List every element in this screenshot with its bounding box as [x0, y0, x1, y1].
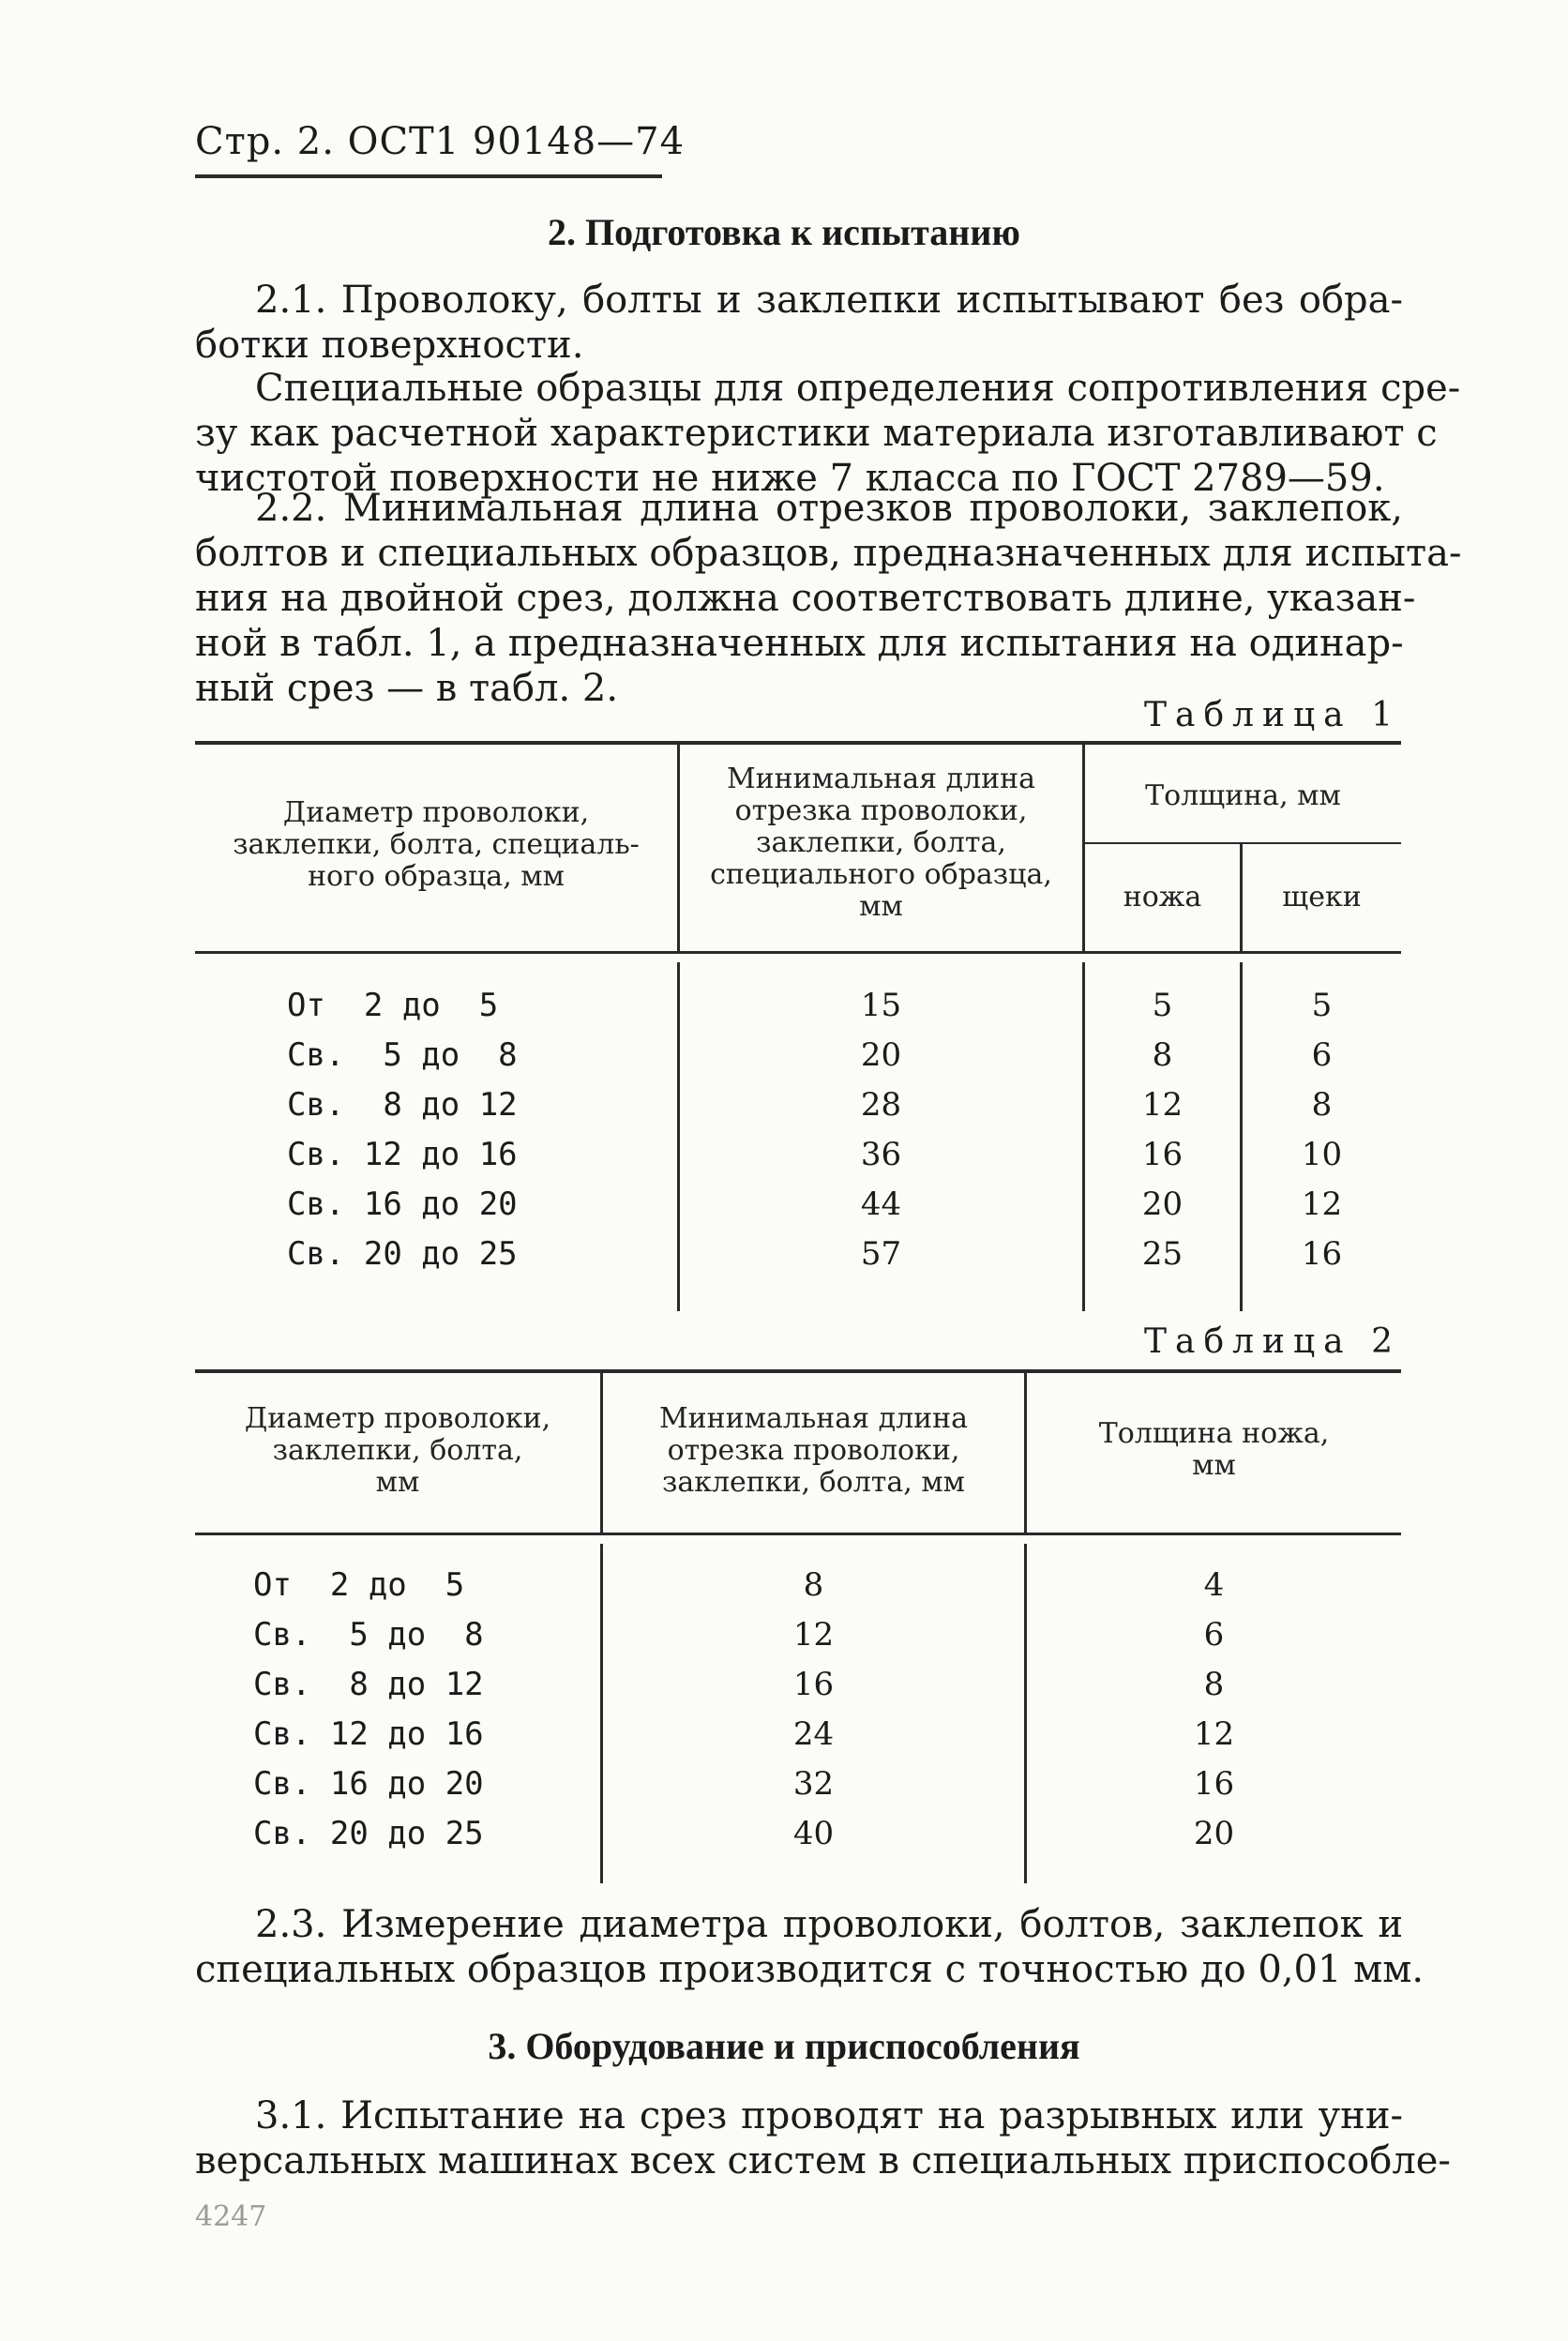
row-knife-thickness: 6 [1203, 1616, 1225, 1654]
row-knife-thickness: 4 [1203, 1566, 1225, 1604]
table-header-rule [195, 1533, 1401, 1535]
text-line: ботки поверхности. [195, 324, 584, 367]
section-3-heading: 3. Оборудование и приспособления [488, 2025, 1080, 2067]
text-line: чистотой поверхности не ниже 7 класса по ГОСТ 2789—59. [195, 457, 1385, 500]
row-diameter-range: Св. 5 до 8 [253, 1616, 484, 1654]
row-knife-thickness: 8 [1203, 1666, 1225, 1703]
row-diameter-range: Св. 12 до 16 [253, 1715, 484, 1753]
column-header-diameter [195, 797, 677, 893]
row-min-length: 24 [792, 1715, 835, 1753]
column-header-diameter [195, 1403, 600, 1499]
row-min-length: 40 [792, 1815, 835, 1852]
row-knife-thickness: 5 [1152, 987, 1173, 1024]
row-cheek-thickness: 12 [1301, 1186, 1343, 1223]
row-cheek-thickness: 16 [1301, 1235, 1343, 1273]
row-diameter-range: Св. 8 до 12 [253, 1666, 484, 1703]
row-min-length: 15 [860, 987, 902, 1024]
row-min-length: 32 [792, 1765, 835, 1803]
row-diameter-range: От 2 до 5 [253, 1566, 465, 1604]
header-line: Диаметр проволоки, [244, 1402, 551, 1435]
paragraph-3-1 [195, 2093, 1451, 2183]
row-cheek-thickness: 6 [1311, 1036, 1333, 1074]
row-diameter-range: Св. 16 до 20 [287, 1186, 518, 1223]
row-diameter-range: Св. 16 до 20 [253, 1765, 484, 1803]
text-line: специальных образцов производится с точностью до 0,01 мм. [195, 1948, 1425, 1991]
row-cheek-thickness: 10 [1301, 1136, 1343, 1173]
text-line: 2.3. Измерение диаметра проволоки, болтов, заклепок и [255, 1903, 1403, 1946]
row-diameter-range: Св. 20 до 25 [287, 1235, 518, 1273]
row-min-length: 36 [860, 1136, 902, 1173]
column-header-min-length [680, 763, 1082, 923]
row-knife-thickness: 20 [1141, 1186, 1184, 1223]
paragraph-2-2 [195, 486, 1462, 711]
header-line: мм [859, 890, 903, 923]
paragraph-2-1 [195, 278, 1403, 368]
table-top-rule [195, 741, 1401, 745]
row-min-length: 57 [860, 1235, 902, 1273]
table-col-divider [1082, 745, 1085, 951]
text-line: версальных машинах всех систем в специальных приспособле- [195, 2139, 1451, 2182]
row-min-length: 16 [792, 1666, 835, 1703]
row-min-length: 8 [803, 1566, 824, 1604]
row-min-length: 28 [860, 1086, 902, 1124]
text-line: ный срез — в табл. 2. [195, 667, 619, 710]
text-line: болтов и специальных образцов, предназначенных для испыта- [195, 532, 1462, 575]
header-underline [195, 174, 662, 178]
row-knife-thickness: 20 [1193, 1815, 1235, 1852]
header-line: заклепки, болта, мм [661, 1466, 966, 1499]
text-line: Специальные образцы для определения сопротивления сре- [255, 367, 1461, 410]
row-min-length: 20 [860, 1036, 902, 1074]
header-line: заклепки, болта, специаль- [233, 828, 640, 861]
header-line: заклепки, болта, [756, 826, 1006, 859]
column-header-knife-thickness [1027, 1418, 1401, 1482]
table-2-caption: Таблица 2 [1144, 1322, 1401, 1361]
header-line: Толщина ножа, [1098, 1417, 1330, 1450]
row-diameter-range: Св. 20 до 25 [253, 1815, 484, 1852]
column-header-thickness: Толщина, мм [1145, 779, 1341, 812]
paragraph-2-3 [195, 1902, 1425, 1992]
table-top-rule [195, 1369, 1401, 1373]
row-knife-thickness: 12 [1141, 1086, 1184, 1124]
text-line: ной в табл. 1, а предназначенных для испытания на одинар- [195, 622, 1404, 665]
header-line: отрезка проволоки, [667, 1434, 960, 1467]
row-knife-thickness: 16 [1141, 1136, 1184, 1173]
row-cheek-thickness: 5 [1311, 987, 1333, 1024]
table-header-rule [195, 951, 1401, 954]
row-diameter-range: Св. 8 до 12 [287, 1086, 518, 1124]
column-header-cheek: щеки [1282, 881, 1362, 914]
row-cheek-thickness: 8 [1311, 1086, 1333, 1124]
header-line: отрезка проволоки, [734, 794, 1028, 827]
section-2-heading: 2. Подготовка к испытанию [548, 211, 1020, 253]
row-diameter-range: Св. 12 до 16 [287, 1136, 518, 1173]
row-knife-thickness: 25 [1141, 1235, 1184, 1273]
header-line: Минимальная длина [726, 763, 1036, 795]
text-line: 2.1. Проволоку, болты и заклепки испытывают без обра- [255, 279, 1403, 322]
row-knife-thickness: 8 [1152, 1036, 1173, 1074]
header-line: Минимальная длина [658, 1402, 969, 1435]
header-line: специального образца, [710, 858, 1052, 891]
row-min-length: 44 [860, 1186, 902, 1223]
text-line: ния на двойной срез, должна соответствовать длине, указан- [195, 577, 1416, 620]
footer-mark: 4247 [195, 2200, 267, 2233]
column-header-knife: ножа [1123, 881, 1202, 914]
header-line: заклепки, болта, [272, 1434, 523, 1467]
table-1-caption: Таблица 1 [1144, 696, 1401, 734]
header-line: мм [1192, 1449, 1236, 1482]
text-line: 2.2. Минимальная длина отрезков проволоки, заклепок, [255, 487, 1403, 530]
row-min-length: 12 [792, 1616, 835, 1654]
paragraph-special-samples [195, 366, 1461, 501]
row-knife-thickness: 16 [1193, 1765, 1235, 1803]
column-header-min-length [603, 1403, 1024, 1499]
header-line: Диаметр проволоки, [282, 796, 590, 829]
text-line: зу как расчетной характеристики материала изготавливают с [195, 412, 1438, 455]
page-header: Стр. 2. ОСТ1 90148—74 [195, 120, 686, 163]
row-knife-thickness: 12 [1193, 1715, 1235, 1753]
row-diameter-range: От 2 до 5 [287, 987, 499, 1024]
header-line: мм [375, 1466, 420, 1499]
text-line: 3.1. Испытание на срез проводят на разрывных или уни- [255, 2094, 1403, 2137]
row-diameter-range: Св. 5 до 8 [287, 1036, 518, 1074]
header-line: ного образца, мм [308, 860, 565, 893]
